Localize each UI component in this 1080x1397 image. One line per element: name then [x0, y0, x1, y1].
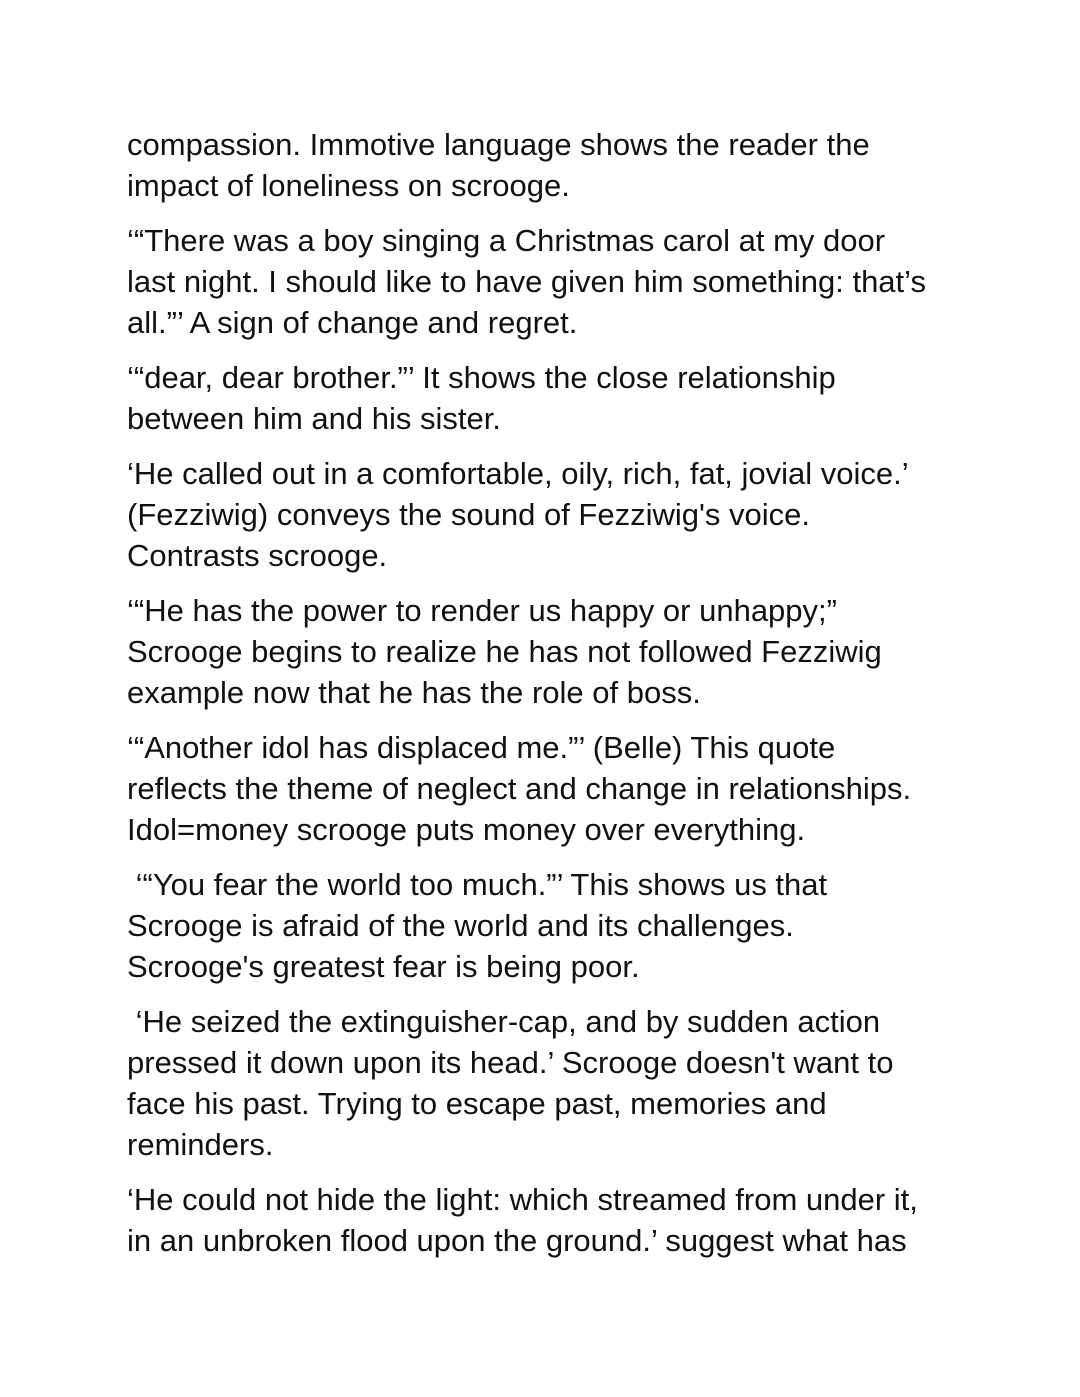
text-line: Scrooge is afraid of the world and its challenges.: [127, 908, 794, 943]
text-line: between him and his sister.: [127, 401, 501, 436]
paragraph-4: [127, 453, 967, 576]
text-line: ‘“He has the power to render us happy or unhappy;”: [127, 593, 837, 628]
text-line: in an unbroken flood upon the ground.’ suggest what has: [127, 1223, 907, 1258]
text-line: Contrasts scrooge.: [127, 538, 388, 573]
paragraph-2: [127, 220, 967, 343]
document-body: [127, 124, 967, 1275]
paragraph-1: [127, 124, 967, 206]
text-line: compassion. Immotive language shows the reader the: [127, 127, 870, 162]
text-line: ‘“There was a boy singing a Christmas carol at my door: [127, 223, 886, 258]
text-line: all.”’ A sign of change and regret.: [127, 305, 578, 340]
paragraph-8: [127, 1001, 967, 1165]
text-line: impact of loneliness on scrooge.: [127, 168, 570, 203]
text-line: last night. I should like to have given him something: that’s: [127, 264, 926, 299]
text-line: pressed it down upon its head.’ Scrooge doesn't want to: [127, 1045, 894, 1080]
paragraph-3: [127, 357, 967, 439]
text-line: face his past. Trying to escape past, memories and: [127, 1086, 827, 1121]
text-line: Scrooge's greatest fear is being poor.: [127, 949, 640, 984]
paragraph-7: [127, 864, 967, 987]
text-line: reflects the theme of neglect and change in relationships.: [127, 771, 912, 806]
text-line: ‘He seized the extinguisher-cap, and by sudden action: [127, 1004, 881, 1039]
text-line: ‘“dear, dear brother.”’ It shows the close relationship: [127, 360, 836, 395]
paragraph-9: [127, 1179, 967, 1261]
paragraph-5: [127, 590, 967, 713]
text-line: ‘He called out in a comfortable, oily, rich, fat, jovial voice.’: [127, 456, 909, 491]
text-line: Scrooge begins to realize he has not followed Fezziwig: [127, 634, 882, 669]
paragraph-6: [127, 727, 967, 850]
text-line: ‘“You fear the world too much.”’ This shows us that: [127, 867, 828, 902]
text-line: reminders.: [127, 1127, 274, 1162]
text-line: ‘He could not hide the light: which streamed from under it,: [127, 1182, 918, 1217]
text-line: example now that he has the role of boss.: [127, 675, 701, 710]
text-line: Idol=money scrooge puts money over everything.: [127, 812, 806, 847]
text-line: (Fezziwig) conveys the sound of Fezziwig's voice.: [127, 497, 811, 532]
text-line: ‘“Another idol has displaced me.”’ (Belle) This quote: [127, 730, 836, 765]
